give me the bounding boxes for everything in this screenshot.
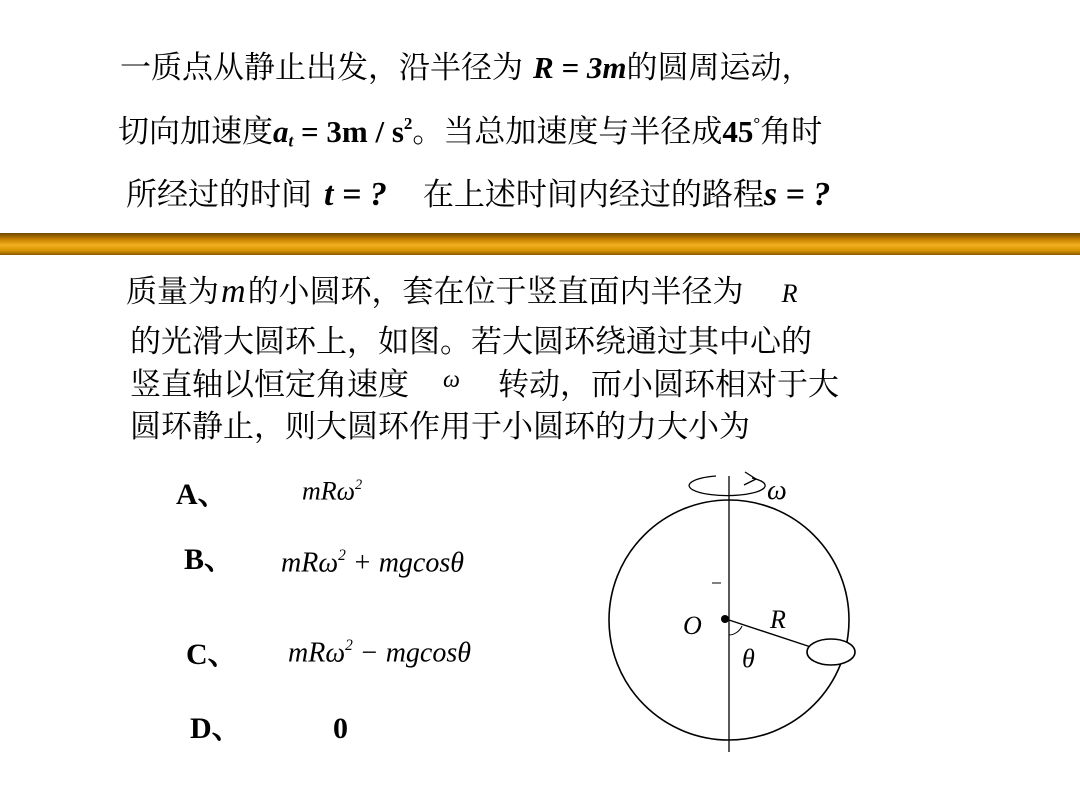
angle-label: θ (742, 644, 755, 673)
var-m: m (221, 273, 246, 310)
problem2-line4: 圆环静止，则大圆环作用于小圆环的力大小为 (130, 409, 750, 445)
option-d-formula: 0 (333, 712, 348, 745)
option-c-formula: mRω$^2$ − mgcosθ (288, 637, 471, 669)
rotation-arrowhead (744, 472, 756, 485)
formula-distance: s = ? (763, 176, 831, 213)
formula-angle: 45° (722, 113, 761, 149)
formula-time: t = ? (324, 176, 387, 213)
small-ring (807, 639, 855, 665)
radius-label: R (770, 605, 786, 634)
angle-arc (729, 626, 742, 635)
problem1-line1: 一质点从静止出发，沿半径为 R = 3m的圆周运动， (120, 50, 813, 86)
center-label: O (683, 611, 702, 640)
problem2-line2: 的光滑大圆环上，如图。若大圆环绕通过其中心的 (130, 324, 812, 360)
option-b-label: B、 (184, 543, 235, 576)
option-c-label: C、 (186, 638, 238, 671)
problem2-line1: 质量为m的小圆环，套在位于竖直面内半径为 R (126, 273, 798, 310)
formula-tangential-acceleration: $a_t = 3m / s^2$ (273, 113, 413, 151)
var-R: R (781, 279, 798, 308)
option-b-formula: mRω$^2$ + mgcosθ (281, 547, 464, 579)
var-omega: ω (443, 367, 460, 393)
option-a-label: A、 (176, 478, 228, 511)
option-d-label: D、 (190, 712, 242, 745)
problem2-line3: 竖直轴以恒定角速度 $^\omega$ 转动，而小圆环相对于大 (130, 367, 839, 403)
option-a-formula: mRω$^2$ (302, 476, 363, 506)
formula-radius: R = 3m (533, 50, 627, 85)
omega-label: ω (767, 475, 787, 506)
problem1-line3: 所经过的时间 t = ? 在上述时间内经过的路程s = ? (126, 176, 831, 213)
center-point (721, 615, 729, 623)
problem1-line2: 切向加速度$a_t = 3m / s^2$。当总加速度与半径成45°角时 (118, 113, 823, 151)
rotation-arrow (689, 476, 765, 496)
